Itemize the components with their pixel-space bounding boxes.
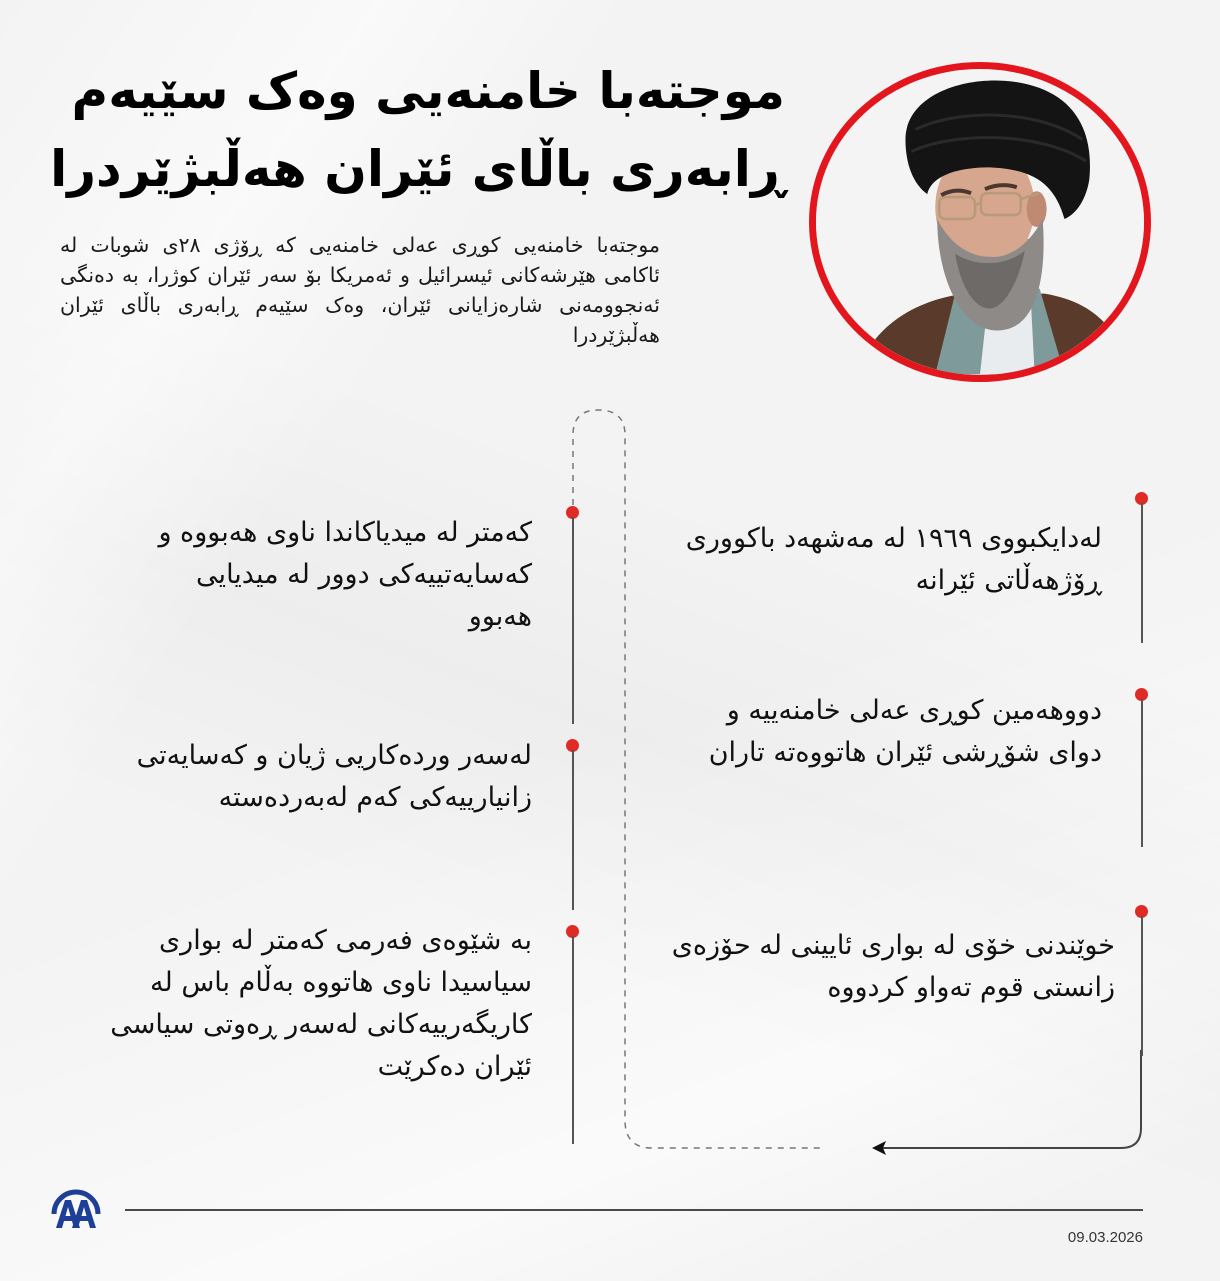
intro-paragraph: موجتەبا خامنەیی کوڕی عەلی خامنەیی کە ڕۆژی ٢٨ی شوبات لە ئاکامی هێرشەکانی ئیسرائیل و ئەمریکا بۆ سەر ئێران کوژرا، بە دەنگی ئەنجوومەنی شارەزایانی ئێران، وەک سێیەم ڕابەری باڵای ئێران هەڵبژێردرا: [60, 233, 660, 347]
arrow-left-icon: [872, 1141, 886, 1155]
portrait-photo: [809, 62, 1151, 382]
timeline-line: [572, 750, 574, 910]
timeline-item-left-1: کەمتر لە میدیاکاندا ناوی هەبووە و کەسایەتییەکی دوور لە میدیایی هەبوو: [158, 517, 532, 632]
timeline-line: [1141, 503, 1143, 643]
headline-line-2: ڕابەری باڵای ئێران هەڵبژێردرا: [50, 140, 785, 198]
timeline-line: [1141, 699, 1143, 847]
timeline-line: [1141, 916, 1143, 1056]
headline: [40, 52, 785, 208]
headline-line-1: موجتەبا خامنەیی وەک سێیەم: [71, 62, 785, 120]
timeline-item-right-1: لەدایکبووی ١٩٦٩ لە مەشهەد باکووری ڕۆژهەڵاتی ئێرانە: [685, 523, 1102, 596]
timeline-item-right-3: خوێندنی خۆی لە بواری ئایینی لە حۆزەی زانستی قوم تەواو کردووە: [671, 930, 1115, 1003]
publish-date: 09.03.2026: [1067, 1229, 1143, 1246]
timeline-line: [572, 936, 574, 1144]
person-portrait-icon: [816, 69, 1144, 375]
timeline-item-right-2: دووهەمین کوڕی عەلی خامنەییە و دوای شۆڕشی ئێران هاتووەتە تاران: [708, 695, 1102, 768]
aa-logo-icon: [50, 1180, 102, 1230]
timeline-item-left-2: لەسەر وردەکاریی ژیان و کەسایەتی زانیارییەکی کەم لەبەردەستە: [136, 740, 532, 813]
footer-divider: [125, 1209, 1143, 1211]
timeline-line: [572, 517, 574, 724]
timeline-item-left-3: بە شێوەی فەرمی کەمتر لە بواری سیاسیدا ناوی هاتووە بەڵام باس لە کاریگەرییەکانی لەسەر ڕەوتی سیاسی ئێران دەکرێت: [110, 925, 532, 1082]
